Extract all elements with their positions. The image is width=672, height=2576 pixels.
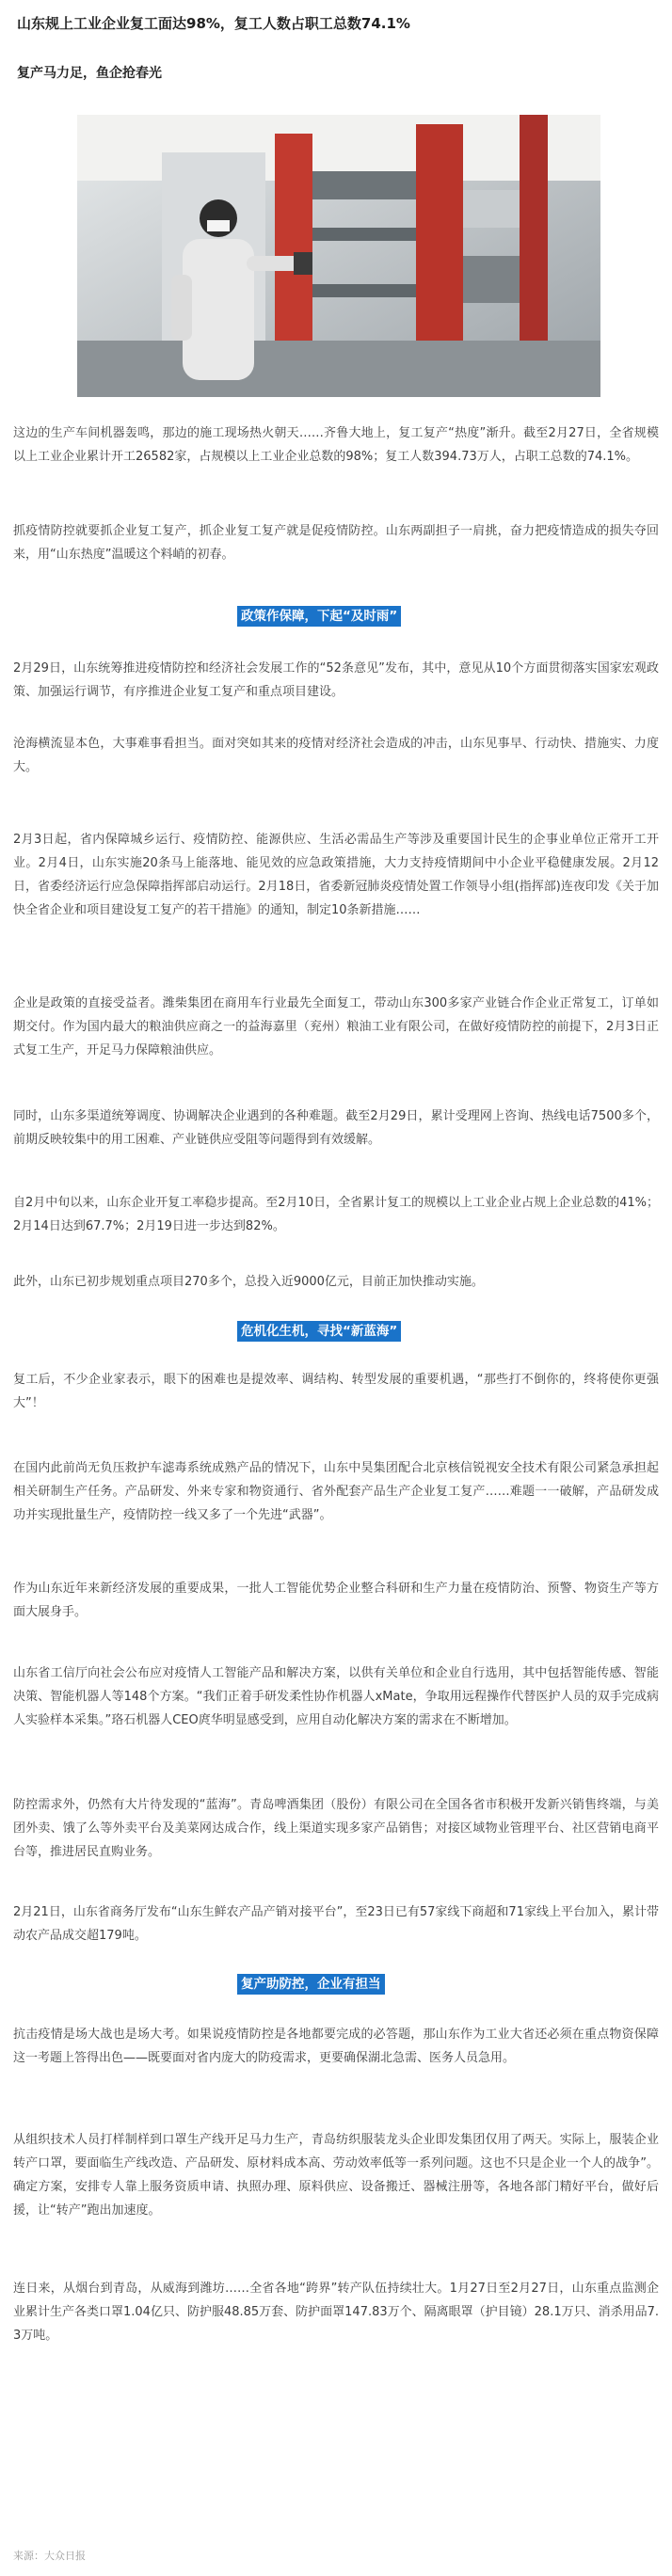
paragraph-10: 复工后，不少企业家表示，眼下的困难也是提效率、调结构、转型发展的重要机遇，“那些打不倒你的，终将使你更强大”！ <box>13 1373 659 1410</box>
section-heading-3: 复产助防控，企业有担当 <box>237 1974 385 1995</box>
paragraph-3: 2月29日，山东统筹推进疫情防控和经济社会发展工作的“52条意见”发布，其中，意见从10个方面贯彻落实国家宏观政策、加强运行调节，有序推进企业复工复产和重点项目建设。 <box>13 661 659 699</box>
paragraph-16: 抗击疫情是场大战也是场大考。如果说疫情防控是各地都要完成的必答题，那山东作为工业大省还必须在重点物资保障这一考题上答得出色——既要面对省内庞大的防疫需求，更要确保湖北急需、医务人员急用。 <box>13 2027 659 2065</box>
section-heading-1: 政策作保障，下起“及时雨” <box>237 606 401 627</box>
article-title: 山东规上工业企业复工面达98%，复工人数占职工总数74.1% <box>17 15 410 32</box>
paragraph-1: 这边的生产车间机器轰鸣，那边的施工现场热火朝天……齐鲁大地上，复工复产“热度”渐升。截至2月27日，全省规模以上工业企业累计开工26582家，占规模以上工业企业总数的98%；复工人数394.73万人，占职工总数的74.1%。 <box>13 426 659 464</box>
paragraph-4: 沧海横流显本色，大事难事看担当。面对突如其来的疫情对经济社会造成的冲击，山东见事早、行动快、措施实、力度大。 <box>13 737 659 774</box>
paragraph-17: 从组织技术人员打样制样到口罩生产线开足马力生产，青岛纺织服装龙头企业即发集团仅用了两天。实际上，服装企业转产口罩，要面临生产线改造、产品研发、原材料成本高、劳动效率低等一系列问题。这也不只是企业一个人的战争”。确定方案，安排专人靠上服务资质申请、执照办理、原料供应、设备搬迁、器械注册等，各地各部门精好平台，做好后援，让“转产”跑出加速度。 <box>13 2133 659 2218</box>
source-note: 来源：大众日报 <box>13 2550 86 2562</box>
paragraph-11: 在国内此前尚无负压救护车滤毒系统成熟产品的情况下，山东中昊集团配合北京核信锐视安全技术有限公司紧急承担起相关研制生产任务。产品研发、外来专家和物资通行、省外配套产品生产企业复工复产……难题一一破解，产品研发成功并实现批量生产，疫情防控一线又多了一个先进“武器”。 <box>13 1461 659 1522</box>
factory-worker-photo <box>77 115 600 397</box>
paragraph-6: 企业是政策的直接受益者。潍柴集团在商用车行业最先全面复工，带动山东300多家产业链合作企业正常复工，订单如期交付。作为国内最大的粮油供应商之一的益海嘉里（兖州）粮油工业有限公司，在做好疫情防控的前提下，2月3日正式复工生产，开足马力保障粮油供应。 <box>13 996 659 1057</box>
section-heading-2: 危机化生机，寻找“新蓝海” <box>237 1321 401 1342</box>
paragraph-7: 同时，山东多渠道统筹调度、协调解决企业遇到的各种难题。截至2月29日，累计受理网上咨询、热线电话7500多个，前期反映较集中的用工困难、产业链供应受阻等问题得到有效缓解。 <box>13 1109 659 1147</box>
paragraph-8: 自2月中旬以来，山东企业开复工率稳步提高。至2月10日，全省累计复工的规模以上工业企业占规上企业总数的41%；2月14日达到67.7%；2月19日进一步达到82%。 <box>13 1196 659 1233</box>
paragraph-12: 作为山东近年来新经济发展的重要成果，一批人工智能优势企业整合科研和生产力量在疫情防治、预警、物资生产等方面大展身手。 <box>13 1582 659 1619</box>
paragraph-14: 防控需求外，仍然有大片待发现的“蓝海”。青岛啤酒集团（股份）有限公司在全国各省市积极开发新兴销售终端，与美团外卖、饿了么等外卖平台及美菜网达成合作，线上渠道实现多家产品销售；对接区域物业管理平台、社区营销电商平台等，推进居民直购业务。 <box>13 1798 659 1859</box>
paragraph-18: 连日来，从烟台到青岛，从威海到潍坊……全省各地“跨界”转产队伍持续壮大。1月27日至2月27日，山东重点监测企业累计生产各类口罩1.04亿只、防护服48.85万套、防护面罩147.83万个、隔离眼罩（护目镜）28.1万只、消杀用品7.3万吨。 <box>13 2282 659 2343</box>
paragraph-9: 此外，山东已初步规划重点项目270多个，总投入近9000亿元，目前正加快推动实施。 <box>13 1275 484 1289</box>
paragraph-15: 2月21日，山东省商务厅发布“山东生鲜农产品产销对接平台”，至23日已有57家线下商超和71家线上平台加入，累计带动农产品成交超179吨。 <box>13 1905 659 1943</box>
paragraph-2: 抓疫情防控就要抓企业复工复产，抓企业复工复产就是促疫情防控。山东两副担子一肩挑，奋力把疫情造成的损失夺回来，用“山东热度”温暖这个料峭的初春。 <box>13 524 659 562</box>
article-subtitle: 复产马力足，鱼企抢春光 <box>17 66 162 81</box>
paragraph-13: 山东省工信厅向社会公布应对疫情人工智能产品和解决方案，以供有关单位和企业自行选用，其中包括智能传感、智能决策、智能机器人等148个方案。“我们正着手研发柔性协作机器人xMate，争取用远程操作代替医护人员的双手完成病人实验样本采集。”珞石机器人CEO庹华明显感受到，应用自动化解决方案的需求在不断增加。 <box>13 1666 659 1727</box>
photo-illustration <box>77 115 600 397</box>
paragraph-5: 2月3日起，省内保障城乡运行、疫情防控、能源供应、生活必需品生产等涉及重要国计民生的企事业单位正常开工开业。2月4日，山东实施20条马上能落地、能见效的应急政策措施，大力支持疫情期间中小企业平稳健康发展。2月12日，省委经济运行应急保障指挥部启动运行。2月18日，省委新冠肺炎疫情处置工作领导小组(指挥部)连夜印发《关于加快全省企业和项目建设复工复产的若干措施》的通知，制定10条新措施…… <box>13 833 659 917</box>
